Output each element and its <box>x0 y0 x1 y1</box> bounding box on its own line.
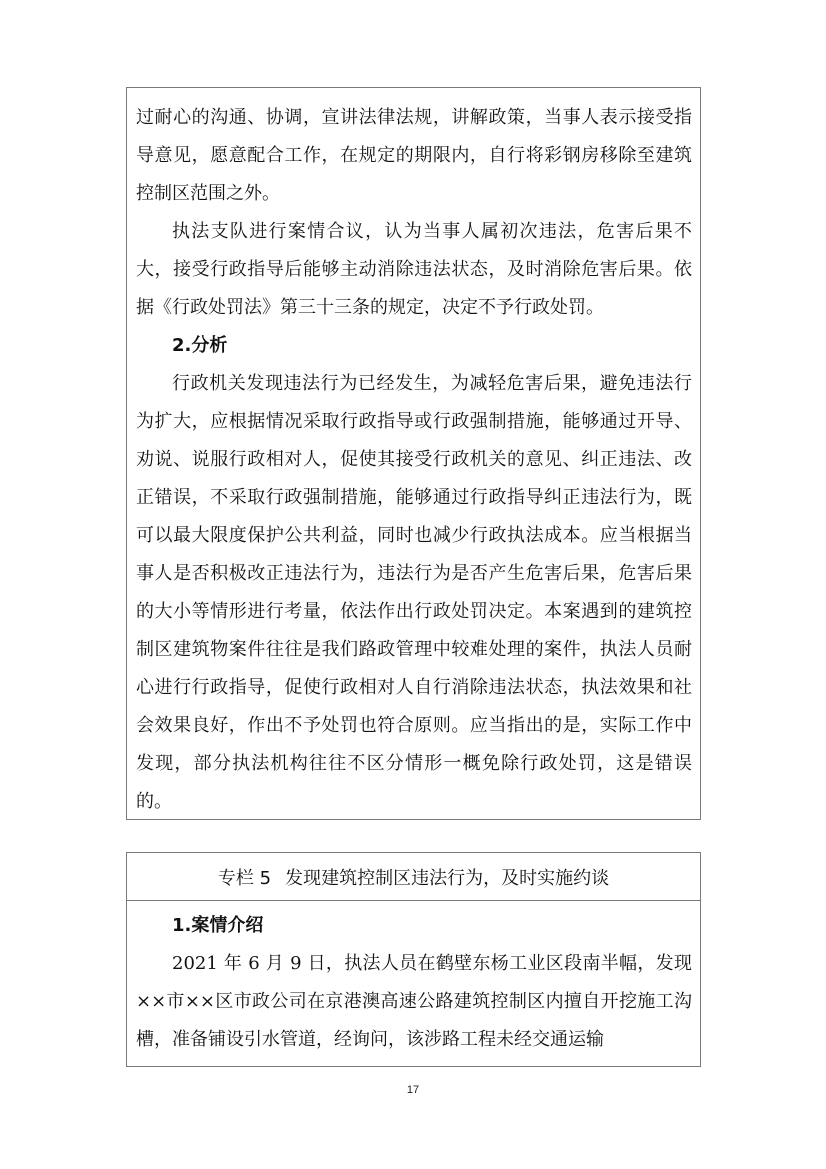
analysis-heading: 2.分析 <box>172 335 228 356</box>
column-content <box>127 901 700 1059</box>
column-label: 专栏 5 <box>217 867 272 889</box>
case-text-box <box>126 87 701 820</box>
column-title-row <box>127 853 700 901</box>
paragraph-decision: 执法支队进行案情合议，认为当事人属初次违法，危害后果不大，接受行政指导后能够主动消除违法状态，及时消除危害后果。依据《行政处罚法》第三十三条的规定，决定不予行政处罚。 <box>136 221 692 318</box>
paragraph-continued: 过耐心的沟通、协调，宣讲法律法规，讲解政策，当事人表示接受指导意见，愿意配合工作，在规定的期限内，自行将彩钢房移除至建筑控制区范围之外。 <box>136 107 692 204</box>
paragraph-case-intro: 2021 年 6 月 9 日，执法人员在鹤壁东杨工业区段南半幅，发现××市××区市政公司在京港澳高速公路建筑控制区内擅自开挖施工沟槽，准备铺设引水管道，经询问，该涉路工程未经交通运输 <box>136 953 692 1050</box>
page-number: 17 <box>406 1084 420 1096</box>
column-title: 发现建筑控制区违法行为，及时实施约谈 <box>285 867 610 889</box>
paragraph-analysis: 行政机关发现违法行为已经发生，为减轻危害后果，避免违法行为扩大，应根据情况采取行政指导或行政强制措施，能够通过开导、劝说、说服行政相对人，促使其接受行政机关的意见、纠正违法、改正错误，不采取行政强制措施，能够通过行政指导纠正违法行为，既可以最大限度保护公共利益，同时也减少行政执法成本。应当根据当事人是否积极改正违法行为，违法行为是否产生危害后果，危害后果的大小等情形进行考量，依法作出行政处罚决定。本案遇到的建筑控制区建筑物案件往往是我们路政管理中较难处理的案件，执法人员耐心进行行政指导，促使行政相对人自行消除违法状态，执法效果和社会效果良好，作出不予处罚也符合原则。应当指出的是，实际工作中发现，部分执法机构往往不区分情形一概免除行政处罚，这是错误的。 <box>136 373 692 812</box>
case-intro-heading: 1.案情介绍 <box>172 915 264 936</box>
column-5-box <box>126 852 701 1067</box>
